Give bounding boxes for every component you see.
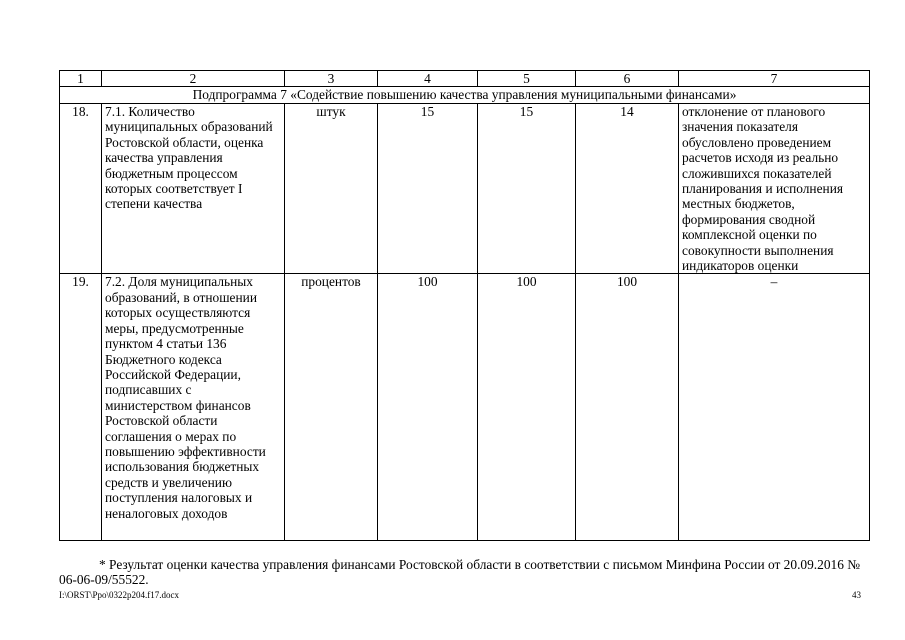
header-row [60, 71, 870, 87]
value-col5: 15 [478, 104, 576, 274]
value-col6: 100 [576, 274, 679, 541]
header-cell: 4 [378, 71, 478, 87]
unit-cell: штук [285, 104, 378, 274]
indicator-name: 7.1. Количество муниципальных образований Ростовской области, оценка качества управления бюджетным процессом которых соответствует I степени качества [102, 104, 285, 274]
table-row [60, 274, 870, 541]
indicator-name: 7.2. Доля муниципальных образований, в отношении которых осуществляются меры, предусмотренные пунктом 4 статьи 136 Бюджетного кодекса Российской Федерации, подписавших с министерством финансов Ростовской области соглашения о мерах по повышению эффективности использования бюджетных средств и увеличению поступления налоговых и неналоговых доходов [102, 274, 285, 541]
footnote [59, 558, 871, 587]
note-cell: отклонение от планового значения показателя обусловлено проведением расчетов исходя из реально сложившихся показателей планирования и исполнения местных бюджетов, формирования сводной комплексной оценки по совокупности выполнения индикаторов оценки [679, 104, 870, 274]
value-col6: 14 [576, 104, 679, 274]
subprogram-row [60, 87, 870, 104]
header-cell: 7 [679, 71, 870, 87]
value-col4: 100 [378, 274, 478, 541]
subprogram-title: Подпрограмма 7 «Содействие повышению качества управления муниципальными финансами» [60, 87, 870, 104]
page-number: 43 [852, 590, 861, 600]
unit-cell: процентов [285, 274, 378, 541]
row-number: 19. [60, 274, 102, 541]
row-number: 18. [60, 104, 102, 274]
table-row [60, 104, 870, 274]
indicators-table [59, 70, 870, 541]
file-path: I:\ORST\Ppo\0322p204.f17.docx [59, 590, 180, 600]
header-cell: 1 [60, 71, 102, 87]
value-col5: 100 [478, 274, 576, 541]
header-cell: 6 [576, 71, 679, 87]
footnote-text: * Результат оценки качества управления финансами Ростовской области в соответствии с письмом Минфина России от 20.09.2016 № 06-06-09/55522. [59, 557, 861, 587]
value-col4: 15 [378, 104, 478, 274]
note-cell: – [679, 274, 870, 541]
header-cell: 2 [102, 71, 285, 87]
header-cell: 3 [285, 71, 378, 87]
header-cell: 5 [478, 71, 576, 87]
